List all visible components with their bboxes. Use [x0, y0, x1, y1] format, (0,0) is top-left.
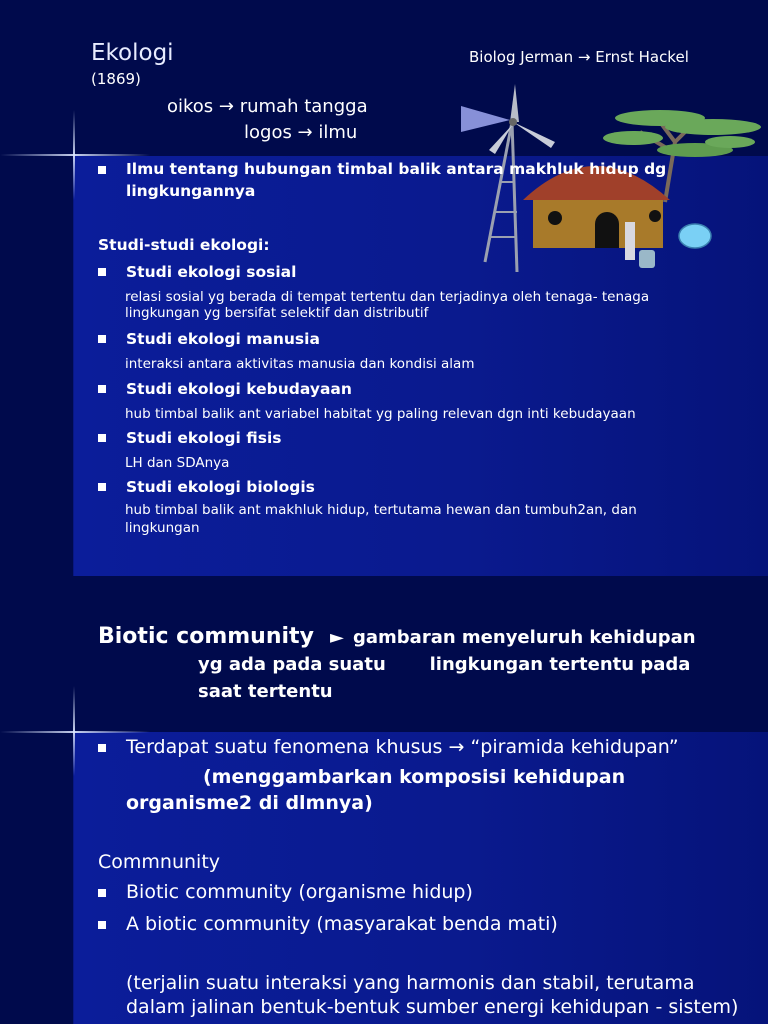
pyramid-explain-2: organisme2 di dlmnya) — [126, 792, 373, 814]
bullet-square — [98, 268, 106, 276]
study-desc: LH dan SDAnya — [125, 455, 230, 471]
studi-heading: Studi-studi ekologi: — [98, 236, 270, 254]
study-label: Studi ekologi kebudayaan — [126, 380, 352, 398]
etymology-oikos: oikos → rumah tangga — [167, 96, 368, 117]
study-desc: hub timbal balik ant variabel habitat yg paling relevan dgn inti kebudayaan — [125, 406, 636, 422]
arrow-icon: ► — [330, 627, 344, 648]
note-line-1: (terjalin suatu interaksi yang harmonis dan stabil, terutama — [126, 972, 695, 994]
study-desc: lingkungan yg bersifat selektif dan distributif — [125, 305, 429, 321]
study-desc: lingkungan — [125, 520, 200, 536]
community-heading: Commnunity — [98, 851, 221, 873]
study-label: Studi ekologi fisis — [126, 429, 282, 447]
community-item-text: Biotic community (organisme hidup) — [126, 881, 473, 903]
slide-biotic-community — [0, 576, 768, 1024]
biotic-def-line-2: yg ada pada suatu lingkungan tertentu pada — [198, 654, 691, 675]
pyramid-explain-1: (menggambarkan komposisi kehidupan — [203, 766, 626, 788]
biolog-caption: Biolog Jerman → Ernst Hackel — [469, 48, 689, 66]
title-year: (1869) — [91, 70, 141, 88]
study-desc: hub timbal balik ant makhluk hidup, tertutama hewan dan tumbuh2an, dan — [125, 502, 637, 518]
definition-line-1: Ilmu tentang hubungan timbal balik antara makhluk hidup dg — [126, 160, 667, 178]
bullet-square — [98, 335, 106, 343]
biotic-def-line-1: gambaran menyeluruh kehidupan — [353, 627, 696, 648]
bullet-square — [98, 385, 106, 393]
bullet-square — [98, 921, 106, 929]
sparkle-horizontal — [0, 154, 150, 156]
bullet-square — [98, 744, 106, 752]
study-desc: interaksi antara aktivitas manusia dan kondisi alam — [125, 356, 475, 372]
community-item-text: A biotic community (masyarakat benda mati) — [126, 913, 558, 935]
study-desc: relasi sosial yg berada di tempat tertentu dan terjadinya oleh tenaga- tenaga — [125, 289, 650, 305]
village-illustration — [455, 82, 765, 282]
bullet-square — [98, 483, 106, 491]
biotic-term: Biotic community — [98, 624, 314, 649]
bullet-square — [98, 889, 106, 897]
water-pond-icon — [679, 224, 711, 248]
sparkle-horizontal — [0, 731, 150, 733]
note-line-2: dalam jalinan bentuk-bentuk sumber energi kehidupan - sistem) — [126, 996, 739, 1018]
hut-icon — [523, 166, 670, 268]
study-label: Studi ekologi manusia — [126, 330, 320, 348]
pyramid-text: Terdapat suatu fenomena khusus → “piramida kehidupan” — [126, 736, 679, 758]
biotic-def-line-3: saat tertentu — [198, 681, 333, 702]
study-label: Studi ekologi sosial — [126, 263, 297, 281]
bullet-square — [98, 434, 106, 442]
bullet-square — [98, 166, 106, 174]
sparkle-vertical — [73, 110, 75, 200]
etymology-logos: logos → ilmu — [244, 122, 358, 143]
slide-title: Ekologi — [91, 40, 174, 66]
definition-line-2: lingkungannya — [126, 182, 256, 200]
sparkle-vertical — [73, 686, 75, 776]
study-label: Studi ekologi biologis — [126, 478, 315, 496]
